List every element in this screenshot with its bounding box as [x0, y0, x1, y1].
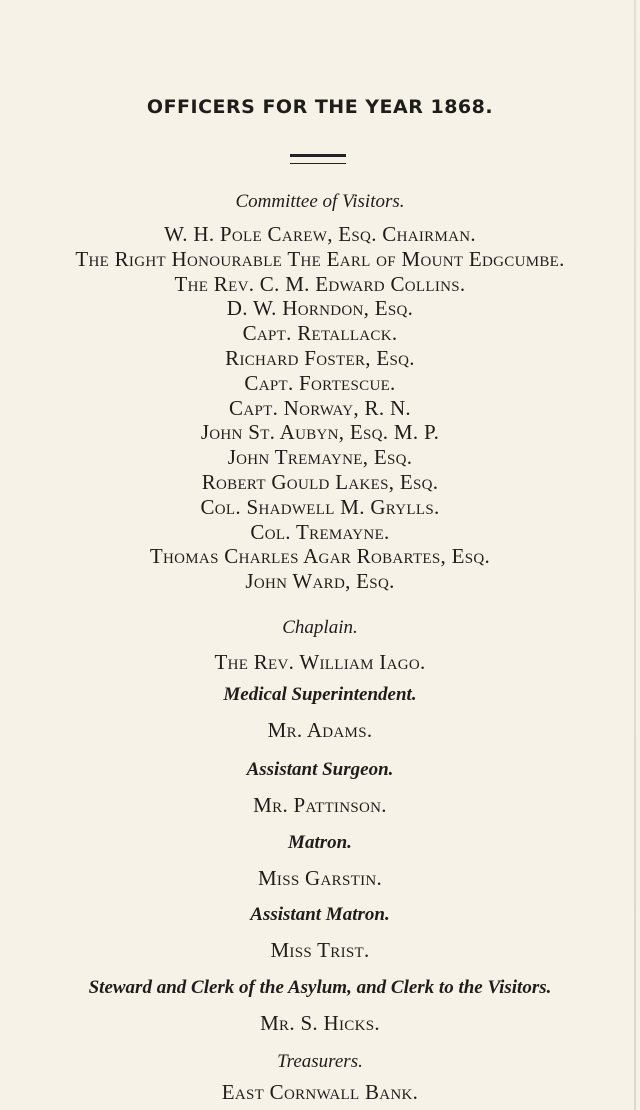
committee-member: Capt. Fortescue. — [244, 371, 396, 395]
steward-heading: Steward and Clerk of the Asylum, and Clerk to the Visitors. — [88, 977, 552, 998]
committee-member: Capt. Norway, R. N. — [229, 396, 411, 420]
assistant-surgeon-name: Mr. Pattinson. — [253, 793, 387, 817]
steward-name: Mr. S. Hicks. — [260, 1011, 380, 1035]
committee-heading: Committee of Visitors. — [235, 191, 405, 212]
matron-heading: Matron. — [288, 832, 352, 853]
committee-member: Col. Tremayne. — [250, 520, 390, 544]
committee-member: John St. Aubyn, Esq. M. P. — [200, 420, 440, 444]
committee-member: Col. Shadwell M. Grylls. — [200, 495, 440, 519]
committee-member: John Ward, Esq. — [245, 569, 395, 593]
chaplain-name: The Rev. William Iago. — [214, 650, 426, 674]
committee-member: John Tremayne, Esq. — [227, 445, 413, 469]
treasurers-heading: Treasurers. — [277, 1051, 363, 1072]
committee-member: Richard Foster, Esq. — [225, 346, 415, 370]
committee-member: Capt. Retallack. — [242, 321, 398, 345]
decorative-rule — [290, 154, 346, 164]
chaplain-heading: Chaplain. — [282, 617, 358, 638]
committee-member: D. W. Horndon, Esq. — [226, 296, 414, 320]
committee-member: Thomas Charles Agar Robartes, Esq. — [149, 544, 491, 568]
page-title: OFFICERS FOR THE YEAR 1868. — [146, 96, 494, 118]
committee-member: The Rev. C. M. Edward Collins. — [174, 272, 466, 296]
medical-superintendent-name: Mr. Adams. — [267, 718, 373, 742]
matron-name: Miss Garstin. — [257, 866, 383, 890]
assistant-matron-heading: Assistant Matron. — [250, 904, 390, 925]
committee-member: Robert Gould Lakes, Esq. — [201, 470, 439, 494]
assistant-surgeon-heading: Assistant Surgeon. — [246, 759, 394, 780]
medical-superintendent-heading: Medical Superintendent. — [223, 684, 417, 705]
assistant-matron-name: Miss Trist. — [270, 938, 370, 962]
treasurers-name: East Cornwall Bank. — [221, 1080, 419, 1104]
committee-member: The Right Honourable The Earl of Mount Edgcumbe. — [75, 247, 565, 271]
committee-member: W. H. Pole Carew, Esq. Chairman. — [164, 222, 476, 246]
